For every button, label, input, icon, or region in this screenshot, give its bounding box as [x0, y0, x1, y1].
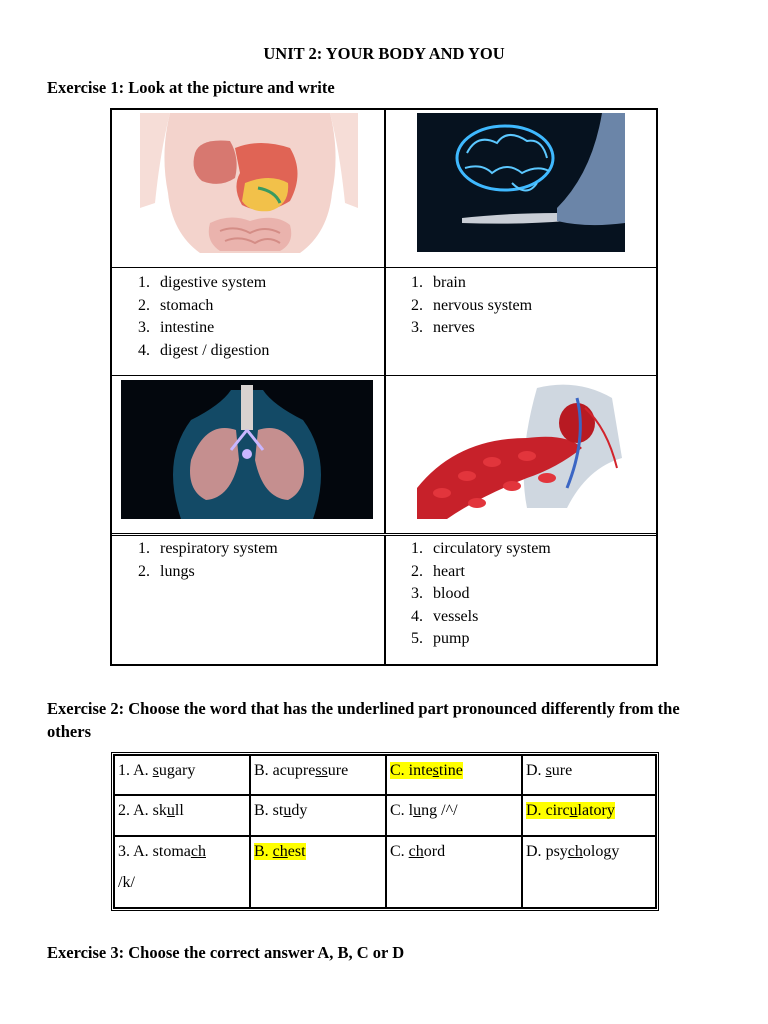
- list-item: 3. intestine: [138, 319, 215, 337]
- respiratory-list: [138, 538, 278, 583]
- list-item: 3. blood: [411, 585, 470, 603]
- digestive-list: [138, 272, 269, 362]
- option-cell-answer: C. intestine: [386, 755, 522, 795]
- option-cell: C. lung /^/: [386, 795, 522, 836]
- exercise1-table: [110, 108, 658, 666]
- table-row: [114, 795, 656, 836]
- exercise2-table: [111, 752, 659, 911]
- page-title: UNIT 2: YOUR BODY AND YOU: [263, 44, 505, 63]
- option-cell-answer: B. chest: [250, 836, 386, 908]
- table-row: [114, 755, 656, 795]
- exercise2-heading: Exercise 2: Choose the word that has the underlined part pronounced differently from the others: [47, 699, 680, 741]
- option-cell: B. study: [250, 795, 386, 836]
- list-item: 1. brain: [411, 274, 466, 291]
- option-cell: D. psychology: [522, 836, 656, 908]
- list-item: 4. vessels: [411, 607, 479, 625]
- list-item: 2. lungs: [138, 562, 195, 580]
- table-row: [114, 836, 656, 908]
- option-cell: 1. A. sugary: [114, 755, 250, 795]
- list-item: 5. pump: [411, 630, 470, 648]
- nervous-list: [411, 272, 532, 340]
- list-item: 1. respiratory system: [138, 540, 278, 557]
- circulatory-list: [411, 538, 551, 651]
- lungs-image: [121, 380, 373, 519]
- digestive-system-image: [140, 113, 358, 253]
- list-item: 2. nervous system: [411, 296, 533, 314]
- option-cell: D. sure: [522, 755, 656, 795]
- option-cell: C. chord: [386, 836, 522, 908]
- option-cell: 3. A. stomach /k/: [114, 836, 250, 908]
- option-cell: 2. A. skull: [114, 795, 250, 836]
- list-item: 2. heart: [411, 562, 465, 580]
- list-item: 1. circulatory system: [411, 540, 551, 557]
- heart-blood-image: [417, 378, 627, 519]
- list-item: 3. nerves: [411, 319, 475, 337]
- list-item: 4. digest / digestion: [138, 341, 270, 359]
- list-item: 2. stomach: [138, 296, 214, 314]
- option-cell: B. acupressure: [250, 755, 386, 795]
- list-item: 1. digestive system: [138, 274, 267, 291]
- brain-image: [417, 113, 625, 252]
- exercise3-heading: Exercise 3: Choose the correct answer A, B, C or D: [47, 943, 405, 962]
- exercise1-heading: Exercise 1: Look at the picture and write: [47, 78, 335, 97]
- option-cell-answer: D. circulatory: [522, 795, 656, 836]
